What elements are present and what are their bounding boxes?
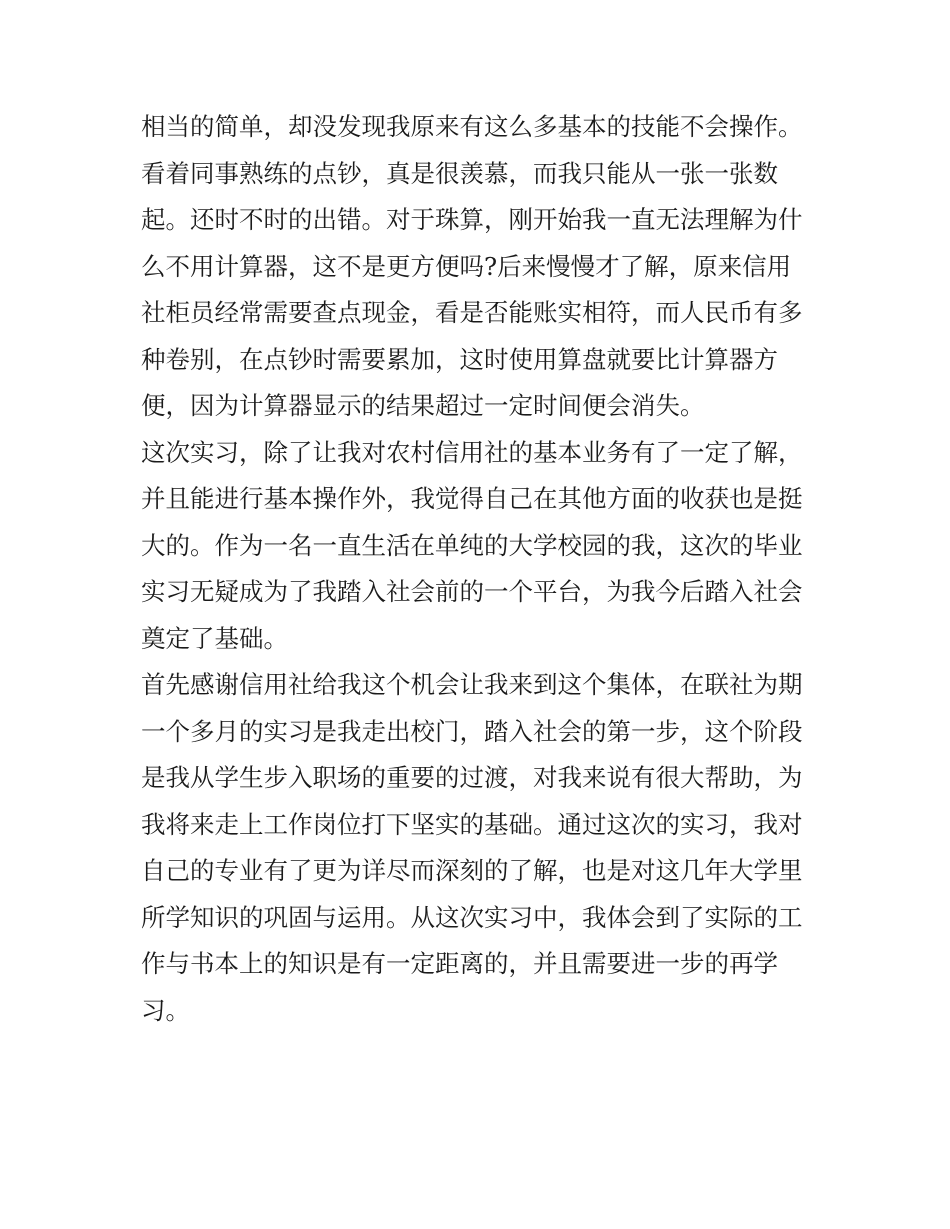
text-line: 自己的专业有了更为详尽而深刻的了解，也是对这几年大学里 <box>141 856 803 885</box>
text-line: 所学知识的巩固与运用。从这次实习中，我体会到了实际的工 <box>141 902 803 932</box>
text-line: 便，因为计算器显示的结果超过一定时间便会消失。 <box>141 391 705 420</box>
text-line: 奠定了基础。 <box>141 623 288 653</box>
text-line: 看着同事熟练的点钞，真是很羡慕，而我只能从一张一张数 <box>141 158 778 188</box>
text-line: 是我从学生步入职场的重要的过渡，对我来说有很大帮助，为 <box>141 763 803 792</box>
text-line: 一个多月的实习是我走出校门，踏入社会的第一步，这个阶段 <box>141 716 803 746</box>
text-line: 实习无疑成为了我踏入社会前的一个平台，为我今后踏入社会 <box>141 577 803 606</box>
text-line: 么不用计算器，这不是更方便吗?后来慢慢才了解，原来信用 <box>141 251 792 281</box>
text-line: 相当的简单，却没发现我原来有这么多基本的技能不会操作。 <box>141 112 803 141</box>
text-line: 这次实习，除了让我对农村信用社的基本业务有了一定了解， <box>141 437 803 467</box>
text-line: 并且能进行基本操作外，我觉得自己在其他方面的收获也是挺 <box>141 484 803 513</box>
text-line: 大的。作为一名一直生活在单纯的大学校园的我，这次的毕业 <box>141 530 803 560</box>
body-text <box>141 104 821 1034</box>
text-line: 起。还时不时的出错。对于珠算，刚开始我一直无法理解为什 <box>141 205 803 234</box>
text-line: 习。 <box>141 995 190 1025</box>
text-line: 种卷别，在点钞时需要累加，这时使用算盘就要比计算器方 <box>141 344 778 374</box>
text-line: 作与书本上的知识是有一定距离的，并且需要进一步的再学 <box>141 949 778 978</box>
text-line: 社柜员经常需要查点现金，看是否能账实相符，而人民币有多 <box>141 298 803 327</box>
text-line: 我将来走上工作岗位打下坚实的基础。通过这次的实习，我对 <box>141 809 803 839</box>
text-line: 首先感谢信用社给我这个机会让我来到这个集体，在联社为期 <box>141 670 803 699</box>
